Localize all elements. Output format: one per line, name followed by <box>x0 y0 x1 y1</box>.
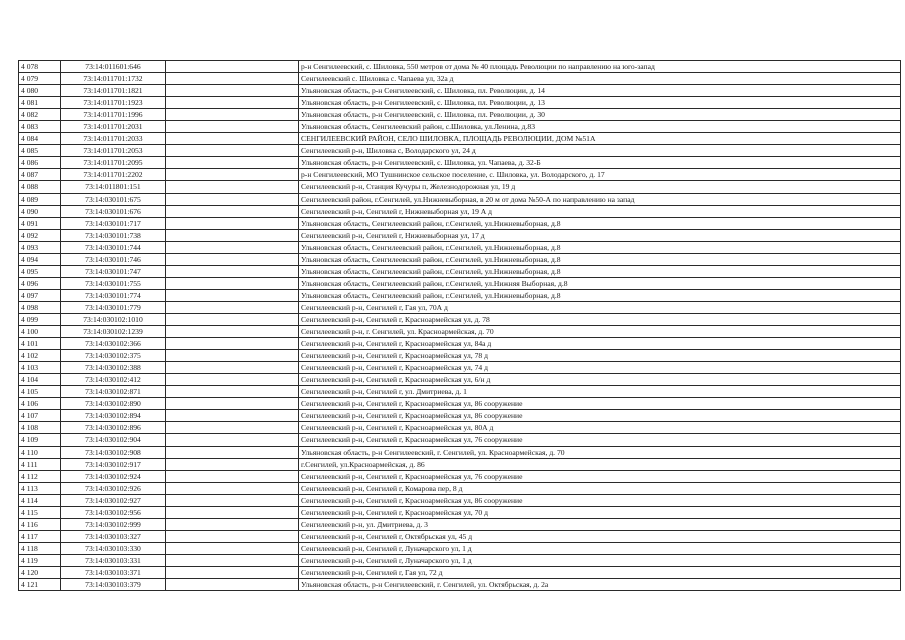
row-number-cell: 4 111 <box>19 458 61 470</box>
empty-cell <box>166 265 299 277</box>
address-cell: Сенгилеевский р-н, Сенгилей г, ул. Дмитриева, д. 1 <box>299 386 901 398</box>
cadastral-number-cell: 73:14:030102:904 <box>61 434 166 446</box>
cadastral-number-cell: 73:14:030103:331 <box>61 554 166 566</box>
empty-cell <box>166 289 299 301</box>
cadastral-number-cell: 73:14:030102:956 <box>61 506 166 518</box>
row-number-cell: 4 114 <box>19 494 61 506</box>
cadastral-number-cell: 73:14:030101:755 <box>61 277 166 289</box>
cadastral-number-cell: 73:14:030102:908 <box>61 446 166 458</box>
empty-cell <box>166 446 299 458</box>
cadastral-number-cell: 73:14:030102:1010 <box>61 313 166 325</box>
table-row <box>19 61 901 73</box>
empty-cell <box>166 579 299 591</box>
address-cell: Сенгилеевский р-н, Сенгилей г, Гая ул, 72 д <box>299 566 901 578</box>
table-row <box>19 506 901 518</box>
cadastral-number-cell: 73:14:030102:1239 <box>61 326 166 338</box>
cadastral-number-cell: 73:14:011701:1821 <box>61 85 166 97</box>
table-row <box>19 169 901 181</box>
row-number-cell: 4 085 <box>19 145 61 157</box>
address-cell: Ульяновская область, р-н Сенгилеевский, с. Шиловка, ул. Чапаева, д. 32-Б <box>299 157 901 169</box>
empty-cell <box>166 61 299 73</box>
cadastral-number-cell: 73:14:030102:926 <box>61 482 166 494</box>
cadastral-number-cell: 73:14:030102:917 <box>61 458 166 470</box>
cadastral-number-cell: 73:14:030102:871 <box>61 386 166 398</box>
address-cell: Ульяновская область, Сенгилеевский район, г.Сенгилей, ул.Нижневыборная, д.8 <box>299 289 901 301</box>
row-number-cell: 4 084 <box>19 133 61 145</box>
empty-cell <box>166 157 299 169</box>
empty-cell <box>166 301 299 313</box>
table-row <box>19 157 901 169</box>
table-row <box>19 482 901 494</box>
cadastral-number-cell: 73:14:030102:894 <box>61 410 166 422</box>
row-number-cell: 4 095 <box>19 265 61 277</box>
row-number-cell: 4 100 <box>19 326 61 338</box>
address-cell: Сенгилеевский р-н, ул. Дмитриева, д. 3 <box>299 518 901 530</box>
empty-cell <box>166 85 299 97</box>
row-number-cell: 4 086 <box>19 157 61 169</box>
table-row <box>19 217 901 229</box>
empty-cell <box>166 434 299 446</box>
row-number-cell: 4 108 <box>19 422 61 434</box>
address-cell: Сенгилеевский р-н, г. Сенгилей, ул. Красноармейская, д. 70 <box>299 326 901 338</box>
address-cell: Сенгилеевский р-н, Сенгилей г, Луначарского ул, 1 д <box>299 542 901 554</box>
row-number-cell: 4 097 <box>19 289 61 301</box>
address-cell: Ульяновская область, р-н Сенгилеевский, г. Сенгилей, ул. Красноармейская, д. 70 <box>299 446 901 458</box>
cadastral-number-cell: 73:14:030102:890 <box>61 398 166 410</box>
table-row <box>19 205 901 217</box>
cadastral-number-cell: 73:14:030102:927 <box>61 494 166 506</box>
row-number-cell: 4 096 <box>19 277 61 289</box>
empty-cell <box>166 542 299 554</box>
table-row <box>19 362 901 374</box>
empty-cell <box>166 241 299 253</box>
empty-cell <box>166 181 299 193</box>
address-cell: Ульяновская область, р-н Сенгилеевский, с. Шиловка, пл. Революции, д. 14 <box>299 85 901 97</box>
row-number-cell: 4 112 <box>19 470 61 482</box>
empty-cell <box>166 133 299 145</box>
empty-cell <box>166 253 299 265</box>
empty-cell <box>166 386 299 398</box>
table-row <box>19 446 901 458</box>
address-cell: Сенгилеевский р-н, Сенгилей г, Красноармейская ул, 86 сооружение <box>299 398 901 410</box>
table-row <box>19 133 901 145</box>
empty-cell <box>166 109 299 121</box>
cadastral-number-cell: 73:14:030101:747 <box>61 265 166 277</box>
empty-cell <box>166 482 299 494</box>
address-cell: Ульяновская область, р-н Сенгилеевский, г. Сенгилей, ул. Октябрьская, д. 2а <box>299 579 901 591</box>
address-cell: р-н Сенгилеевский, МО Тушнинское сельское поселение, с. Шиловка, ул. Володарского, д. 17 <box>299 169 901 181</box>
row-number-cell: 4 080 <box>19 85 61 97</box>
table-row <box>19 434 901 446</box>
address-cell: г.Сенгилей, ул.Красноармейская, д. 86 <box>299 458 901 470</box>
table-row <box>19 470 901 482</box>
address-cell: р-н Сенгилеевский, с. Шиловка, 550 метров от дома № 40 площадь Революции по направлению на юго-запад <box>299 61 901 73</box>
row-number-cell: 4 118 <box>19 542 61 554</box>
empty-cell <box>166 494 299 506</box>
row-number-cell: 4 106 <box>19 398 61 410</box>
address-cell: Сенгилеевский р-н, Сенгилей г, Красноармейская ул, 76 сооружение <box>299 470 901 482</box>
table-row <box>19 109 901 121</box>
empty-cell <box>166 313 299 325</box>
address-cell: Сенгилеевский р-н, Сенгилей г, Красноармейская ул, 86 сооружение <box>299 410 901 422</box>
cadastral-number-cell: 73:14:030103:371 <box>61 566 166 578</box>
row-number-cell: 4 083 <box>19 121 61 133</box>
cadastral-number-cell: 73:14:011701:1732 <box>61 73 166 85</box>
address-cell: Сенгилеевский р-н, Сенгилей г, Красноармейская ул, 78 д <box>299 350 901 362</box>
cadastral-number-cell: 73:14:011701:2053 <box>61 145 166 157</box>
table-row <box>19 289 901 301</box>
empty-cell <box>166 530 299 542</box>
table-row <box>19 422 901 434</box>
table-row <box>19 410 901 422</box>
empty-cell <box>166 422 299 434</box>
empty-cell <box>166 193 299 205</box>
table-row <box>19 193 901 205</box>
cadastral-number-cell: 73:14:030101:746 <box>61 253 166 265</box>
address-cell: Сенгилеевский р-н, Сенгилей г, Красноармейская ул, 76 сооружение <box>299 434 901 446</box>
address-cell: Ульяновская область, р-н Сенгилеевский, с. Шиловка, пл. Революции, д. 13 <box>299 97 901 109</box>
cadastral-number-cell: 73:14:011701:1996 <box>61 109 166 121</box>
table-row <box>19 301 901 313</box>
address-cell: Ульяновская область, Сенгилеевский район, г.Сенгилей, ул.Нижневыборная, д.8 <box>299 217 901 229</box>
empty-cell <box>166 554 299 566</box>
row-number-cell: 4 087 <box>19 169 61 181</box>
row-number-cell: 4 109 <box>19 434 61 446</box>
table-row <box>19 97 901 109</box>
cadastral-number-cell: 73:14:011601:646 <box>61 61 166 73</box>
address-cell: Сенгилеевский р-н, Станция Кучуры п, Железнодорожная ул, 19 д <box>299 181 901 193</box>
table-row <box>19 374 901 386</box>
row-number-cell: 4 082 <box>19 109 61 121</box>
row-number-cell: 4 088 <box>19 181 61 193</box>
cadastral-number-cell: 73:14:030102:999 <box>61 518 166 530</box>
row-number-cell: 4 094 <box>19 253 61 265</box>
table-row <box>19 265 901 277</box>
records-table <box>18 60 901 591</box>
empty-cell <box>166 410 299 422</box>
cadastral-number-cell: 73:14:030101:717 <box>61 217 166 229</box>
row-number-cell: 4 092 <box>19 229 61 241</box>
row-number-cell: 4 099 <box>19 313 61 325</box>
address-cell: Ульяновская область, Сенгилеевский район, г.Сенгилей, ул.Нижневыборная, д.8 <box>299 241 901 253</box>
address-cell: Сенгилеевский р-н, Сенгилей г, Красноармейская ул, 6/н д <box>299 374 901 386</box>
row-number-cell: 4 090 <box>19 205 61 217</box>
cadastral-number-cell: 73:14:030101:774 <box>61 289 166 301</box>
address-cell: Сенгилеевский р-н, Сенгилей г, Гая ул, 70А д <box>299 301 901 313</box>
row-number-cell: 4 113 <box>19 482 61 494</box>
cadastral-number-cell: 73:14:030103:330 <box>61 542 166 554</box>
address-cell: Сенгилеевский р-н, Сенгилей г, Красноармейская ул, д. 78 <box>299 313 901 325</box>
address-cell: Сенгилеевский р-н, Сенгилей г, Красноармейская ул, 74 д <box>299 362 901 374</box>
cadastral-number-cell: 73:14:011701:1923 <box>61 97 166 109</box>
empty-cell <box>166 398 299 410</box>
cadastral-number-cell: 73:14:030101:676 <box>61 205 166 217</box>
address-cell: Сенгилеевский р-н, Сенгилей г, Красноармейская ул, 70 д <box>299 506 901 518</box>
table-row <box>19 458 901 470</box>
row-number-cell: 4 119 <box>19 554 61 566</box>
row-number-cell: 4 102 <box>19 350 61 362</box>
row-number-cell: 4 117 <box>19 530 61 542</box>
cadastral-number-cell: 73:14:011701:2033 <box>61 133 166 145</box>
row-number-cell: 4 116 <box>19 518 61 530</box>
address-cell: Сенгилеевский р-н, Сенгилей г, Октябрьская ул, 45 д <box>299 530 901 542</box>
row-number-cell: 4 115 <box>19 506 61 518</box>
table-row <box>19 494 901 506</box>
empty-cell <box>166 458 299 470</box>
cadastral-number-cell: 73:14:030102:412 <box>61 374 166 386</box>
row-number-cell: 4 101 <box>19 338 61 350</box>
row-number-cell: 4 081 <box>19 97 61 109</box>
table-row <box>19 338 901 350</box>
address-cell: Ульяновская область, Сенгилеевский район, г.Сенгилей, ул.Нижняя Выборная, д.8 <box>299 277 901 289</box>
table-row <box>19 554 901 566</box>
table-row <box>19 181 901 193</box>
empty-cell <box>166 277 299 289</box>
cadastral-number-cell: 73:14:030103:327 <box>61 530 166 542</box>
table-row <box>19 85 901 97</box>
cadastral-number-cell: 73:14:030102:896 <box>61 422 166 434</box>
row-number-cell: 4 098 <box>19 301 61 313</box>
table-row <box>19 253 901 265</box>
address-cell: Сенгилеевский р-н, Сенгилей г, Нижневыборная ул, 19 А д <box>299 205 901 217</box>
address-cell: Сенгилеевский с. Шиловка с. Чапаева ул, 32а д <box>299 73 901 85</box>
empty-cell <box>166 217 299 229</box>
table-row <box>19 73 901 85</box>
table-row <box>19 277 901 289</box>
row-number-cell: 4 079 <box>19 73 61 85</box>
empty-cell <box>166 97 299 109</box>
empty-cell <box>166 518 299 530</box>
address-cell: Ульяновская область, р-н Сенгилеевский, с. Шиловка, пл. Революции, д. 30 <box>299 109 901 121</box>
table-row <box>19 386 901 398</box>
row-number-cell: 4 121 <box>19 579 61 591</box>
address-cell: Сенгилеевский р-н, Сенгилей г, Нижневыборная ул, 17 д <box>299 229 901 241</box>
empty-cell <box>166 229 299 241</box>
table-row <box>19 518 901 530</box>
cadastral-number-cell: 73:14:030101:779 <box>61 301 166 313</box>
address-cell: Сенгилеевский р-н, Сенгилей г, Красноармейская ул, 80А д <box>299 422 901 434</box>
table-row <box>19 530 901 542</box>
cadastral-number-cell: 73:14:030101:738 <box>61 229 166 241</box>
empty-cell <box>166 73 299 85</box>
row-number-cell: 4 105 <box>19 386 61 398</box>
empty-cell <box>166 506 299 518</box>
records-table-body <box>19 61 901 591</box>
address-cell: Сенгилеевский район, г.Сенгилей, ул.Нижневыборная, в 20 м от дома №50-А по направлению на запад <box>299 193 901 205</box>
address-cell: Сенгилеевский р-н, Сенгилей г, Красноармейская ул, 86 сооружение <box>299 494 901 506</box>
empty-cell <box>166 326 299 338</box>
cadastral-number-cell: 73:14:030103:379 <box>61 579 166 591</box>
cadastral-number-cell: 73:14:030102:924 <box>61 470 166 482</box>
row-number-cell: 4 120 <box>19 566 61 578</box>
cadastral-number-cell: 73:14:011701:2031 <box>61 121 166 133</box>
row-number-cell: 4 078 <box>19 61 61 73</box>
table-row <box>19 579 901 591</box>
address-cell: Ульяновская область, Сенгилеевский район, г.Сенгилей, ул.Нижневыборная, д.8 <box>299 253 901 265</box>
address-cell: СЕНГИЛЕЕВСКИЙ РАЙОН, СЕЛО ШИЛОВКА, ПЛОЩАДЬ РЕВОЛЮЦИИ, ДОМ №51А <box>299 133 901 145</box>
empty-cell <box>166 470 299 482</box>
row-number-cell: 4 091 <box>19 217 61 229</box>
row-number-cell: 4 104 <box>19 374 61 386</box>
cadastral-number-cell: 73:14:030102:366 <box>61 338 166 350</box>
cadastral-number-cell: 73:14:011801:151 <box>61 181 166 193</box>
table-row <box>19 121 901 133</box>
address-cell: Ульяновская область, Сенгилеевский район, г.Сенгилей, ул.Нижневыборная, д.8 <box>299 265 901 277</box>
table-row <box>19 145 901 157</box>
table-row <box>19 542 901 554</box>
table-row <box>19 398 901 410</box>
empty-cell <box>166 338 299 350</box>
cadastral-number-cell: 73:14:011701:2095 <box>61 157 166 169</box>
empty-cell <box>166 362 299 374</box>
table-row <box>19 241 901 253</box>
empty-cell <box>166 566 299 578</box>
empty-cell <box>166 350 299 362</box>
table-row <box>19 326 901 338</box>
cadastral-number-cell: 73:14:030102:375 <box>61 350 166 362</box>
address-cell: Сенгилеевский р-н, Шиловка с, Володарского ул, 24 д <box>299 145 901 157</box>
table-row <box>19 350 901 362</box>
table-row <box>19 313 901 325</box>
table-row <box>19 229 901 241</box>
empty-cell <box>166 205 299 217</box>
empty-cell <box>166 145 299 157</box>
row-number-cell: 4 093 <box>19 241 61 253</box>
address-cell: Сенгилеевский р-н, Сенгилей г, Красноармейская ул, 84а д <box>299 338 901 350</box>
empty-cell <box>166 374 299 386</box>
row-number-cell: 4 107 <box>19 410 61 422</box>
address-cell: Ульяновская область, Сенгилеевский район, с.Шиловка, ул.Ленина, д.83 <box>299 121 901 133</box>
cadastral-number-cell: 73:14:030101:744 <box>61 241 166 253</box>
cadastral-number-cell: 73:14:030101:675 <box>61 193 166 205</box>
empty-cell <box>166 121 299 133</box>
row-number-cell: 4 103 <box>19 362 61 374</box>
row-number-cell: 4 110 <box>19 446 61 458</box>
cadastral-number-cell: 73:14:011701:2202 <box>61 169 166 181</box>
empty-cell <box>166 169 299 181</box>
row-number-cell: 4 089 <box>19 193 61 205</box>
address-cell: Сенгилеевский р-н, Сенгилей г, Комарова пер, 8 д <box>299 482 901 494</box>
cadastral-number-cell: 73:14:030102:388 <box>61 362 166 374</box>
address-cell: Сенгилеевский р-н, Сенгилей г, Луначарского ул, 1 д <box>299 554 901 566</box>
table-row <box>19 566 901 578</box>
